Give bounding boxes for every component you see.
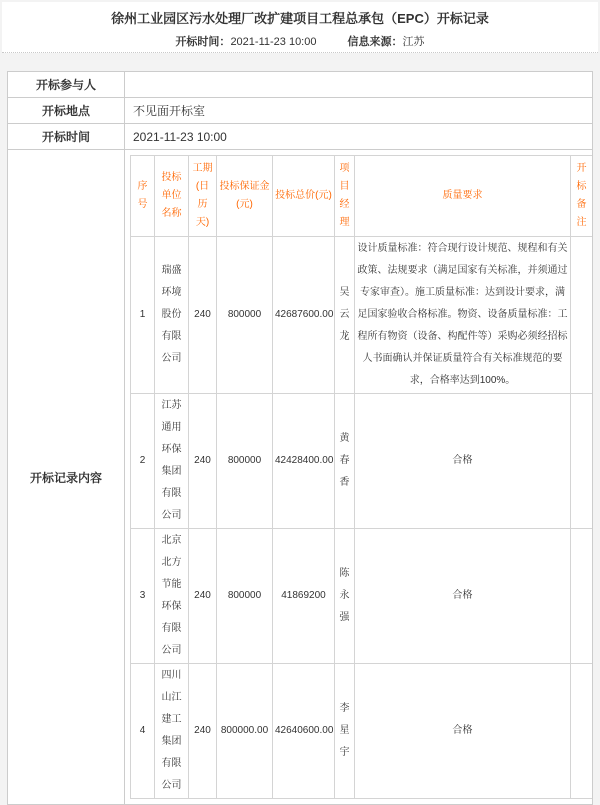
cell-quality: 合格 xyxy=(355,664,571,799)
cell-duration: 240 xyxy=(189,529,217,664)
col-header-price: 投标总价(元) xyxy=(273,156,335,237)
cell-bond: 800000 xyxy=(217,529,273,664)
cell-duration: 240 xyxy=(189,664,217,799)
cell-bond: 800000.00 xyxy=(217,664,273,799)
cell-bond: 800000 xyxy=(217,237,273,394)
location-label: 开标地点 xyxy=(8,98,125,124)
cell-no: 1 xyxy=(131,237,155,394)
cell-manager: 黄春香 xyxy=(335,394,355,529)
table-header-row xyxy=(131,156,593,237)
cell-no: 4 xyxy=(131,664,155,799)
time-value: 2021-11-23 10:00 xyxy=(125,124,593,150)
cell-quality: 合格 xyxy=(355,529,571,664)
cell-manager: 李星宇 xyxy=(335,664,355,799)
cell-price: 42640600.00 xyxy=(273,664,335,799)
participants-value xyxy=(125,72,593,98)
cell-bond: 800000 xyxy=(217,394,273,529)
cell-price: 42428400.00 xyxy=(273,394,335,529)
col-header-quality: 质量要求 xyxy=(355,156,571,237)
cell-duration: 240 xyxy=(189,394,217,529)
table-row xyxy=(8,124,593,150)
record-content-label: 开标记录内容 xyxy=(8,150,125,805)
col-header-duration: 工期(日历天) xyxy=(189,156,217,237)
cell-price: 42687600.00 xyxy=(273,237,335,394)
cell-remark xyxy=(571,664,593,799)
table-row xyxy=(131,529,593,664)
cell-no: 3 xyxy=(131,529,155,664)
col-header-remark: 开标备注 xyxy=(571,156,593,237)
cell-remark xyxy=(571,394,593,529)
location-value: 不见面开标室 xyxy=(125,98,593,124)
cell-duration: 240 xyxy=(189,237,217,394)
cell-quality: 合格 xyxy=(355,394,571,529)
cell-company: 江苏通用环保集团有限公司 xyxy=(155,394,189,529)
cell-company: 瑞盛环境股份有限公司 xyxy=(155,237,189,394)
open-time-label: 开标时间： xyxy=(175,36,231,48)
cell-company: 四川山江建工集团有限公司 xyxy=(155,664,189,799)
table-row xyxy=(8,72,593,98)
bid-records-table xyxy=(130,155,593,799)
table-row xyxy=(8,150,593,805)
table-row xyxy=(131,237,593,394)
col-header-company: 投标单位名称 xyxy=(155,156,189,237)
info-source-value: 江苏 xyxy=(402,36,425,48)
participants-label: 开标参与人 xyxy=(8,72,125,98)
time-label: 开标时间 xyxy=(8,124,125,150)
record-content-cell xyxy=(125,150,593,805)
cell-quality: 设计质量标准：符合现行设计规范、规程和有关政策、法规要求（满足国家有关标准，并须通过专家审查）。施工质量标准：达到设计要求，满足国家验收合格标准。物资、设备质量标准：工程所有物资（设备、构配件等）采购必须经招标人书面确认并保证质量符合有关标准规范的要求，合格率达到100%。 xyxy=(355,237,571,394)
cell-no: 2 xyxy=(131,394,155,529)
info-source-label: 信息来源： xyxy=(347,36,403,48)
cell-remark xyxy=(571,237,593,394)
page-title: 徐州工业园区污水处理厂改扩建项目工程总承包（EPC）开标记录 xyxy=(111,11,489,26)
open-time-value: 2021-11-23 10:00 xyxy=(230,36,317,48)
bid-opening-info-table xyxy=(7,71,593,805)
meta-line xyxy=(2,33,598,49)
cell-manager: 吴云龙 xyxy=(335,237,355,394)
cell-company: 北京北方节能环保有限公司 xyxy=(155,529,189,664)
cell-manager: 陈永强 xyxy=(335,529,355,664)
title-block xyxy=(2,2,598,53)
col-header-bond: 投标保证金(元) xyxy=(217,156,273,237)
col-header-no: 序号 xyxy=(131,156,155,237)
cell-price: 41869200 xyxy=(273,529,335,664)
table-row xyxy=(8,98,593,124)
table-row xyxy=(131,394,593,529)
table-row xyxy=(131,664,593,799)
cell-remark xyxy=(571,529,593,664)
col-header-manager: 项目经理 xyxy=(335,156,355,237)
